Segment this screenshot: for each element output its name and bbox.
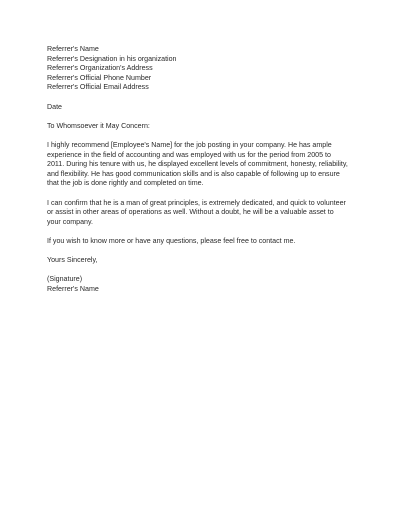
- paragraph-line: I highly recommend [Employee's Name] for the job posting in your company. He has ample: [47, 140, 332, 149]
- sender-block: [47, 45, 357, 93]
- spacer: [47, 112, 357, 122]
- signature-name: Referrer's Name: [47, 284, 99, 293]
- spacer: [47, 93, 357, 103]
- paragraph-line: If you wish to know more or have any questions, please feel free to contact me.: [47, 236, 296, 245]
- reference-letter: [47, 45, 357, 294]
- paragraph-line: experience in the field of accounting and was employed with us for the period from 2005 to: [47, 150, 331, 159]
- sender-organization-address: Referrer's Organization's Address: [47, 64, 153, 73]
- spacer: [47, 189, 357, 199]
- paragraph-line: that the job is done rightly and completed on time.: [47, 179, 204, 188]
- signature-placeholder: (Signature): [47, 275, 83, 284]
- paragraph-line: your company.: [47, 217, 93, 226]
- salutation: To Whomsoever it May Concern:: [47, 121, 150, 130]
- body-paragraph-3: [47, 237, 357, 247]
- body-paragraph-2: [47, 199, 357, 228]
- letter-date: Date: [47, 102, 62, 111]
- sender-name: Referrer's Name: [47, 45, 99, 53]
- paragraph-line: I can confirm that he is a man of great principles, is extremely dedicated, and quick to volunteer: [47, 198, 346, 207]
- sender-designation: Referrer's Designation in his organization: [47, 54, 177, 63]
- paragraph-line: 2011. During his tenure with us, he displayed excellent levels of commitment, honesty, reliability,: [47, 160, 348, 169]
- spacer: [47, 246, 357, 256]
- spacer: [47, 227, 357, 237]
- body-paragraph-1: [47, 141, 357, 189]
- spacer: [47, 131, 357, 141]
- paragraph-line: or assist in other areas of operations as well. Without a doubt, he will be a valuable asset to: [47, 208, 334, 217]
- spacer: [47, 266, 357, 276]
- paragraph-line: and flexibility. He has good communication skills and is also capable of following up to ensure: [47, 169, 340, 178]
- closing: Yours Sincerely,: [47, 256, 98, 265]
- sender-email: Referrer's Official Email Address: [47, 83, 149, 92]
- sender-phone: Referrer's Official Phone Number: [47, 73, 152, 82]
